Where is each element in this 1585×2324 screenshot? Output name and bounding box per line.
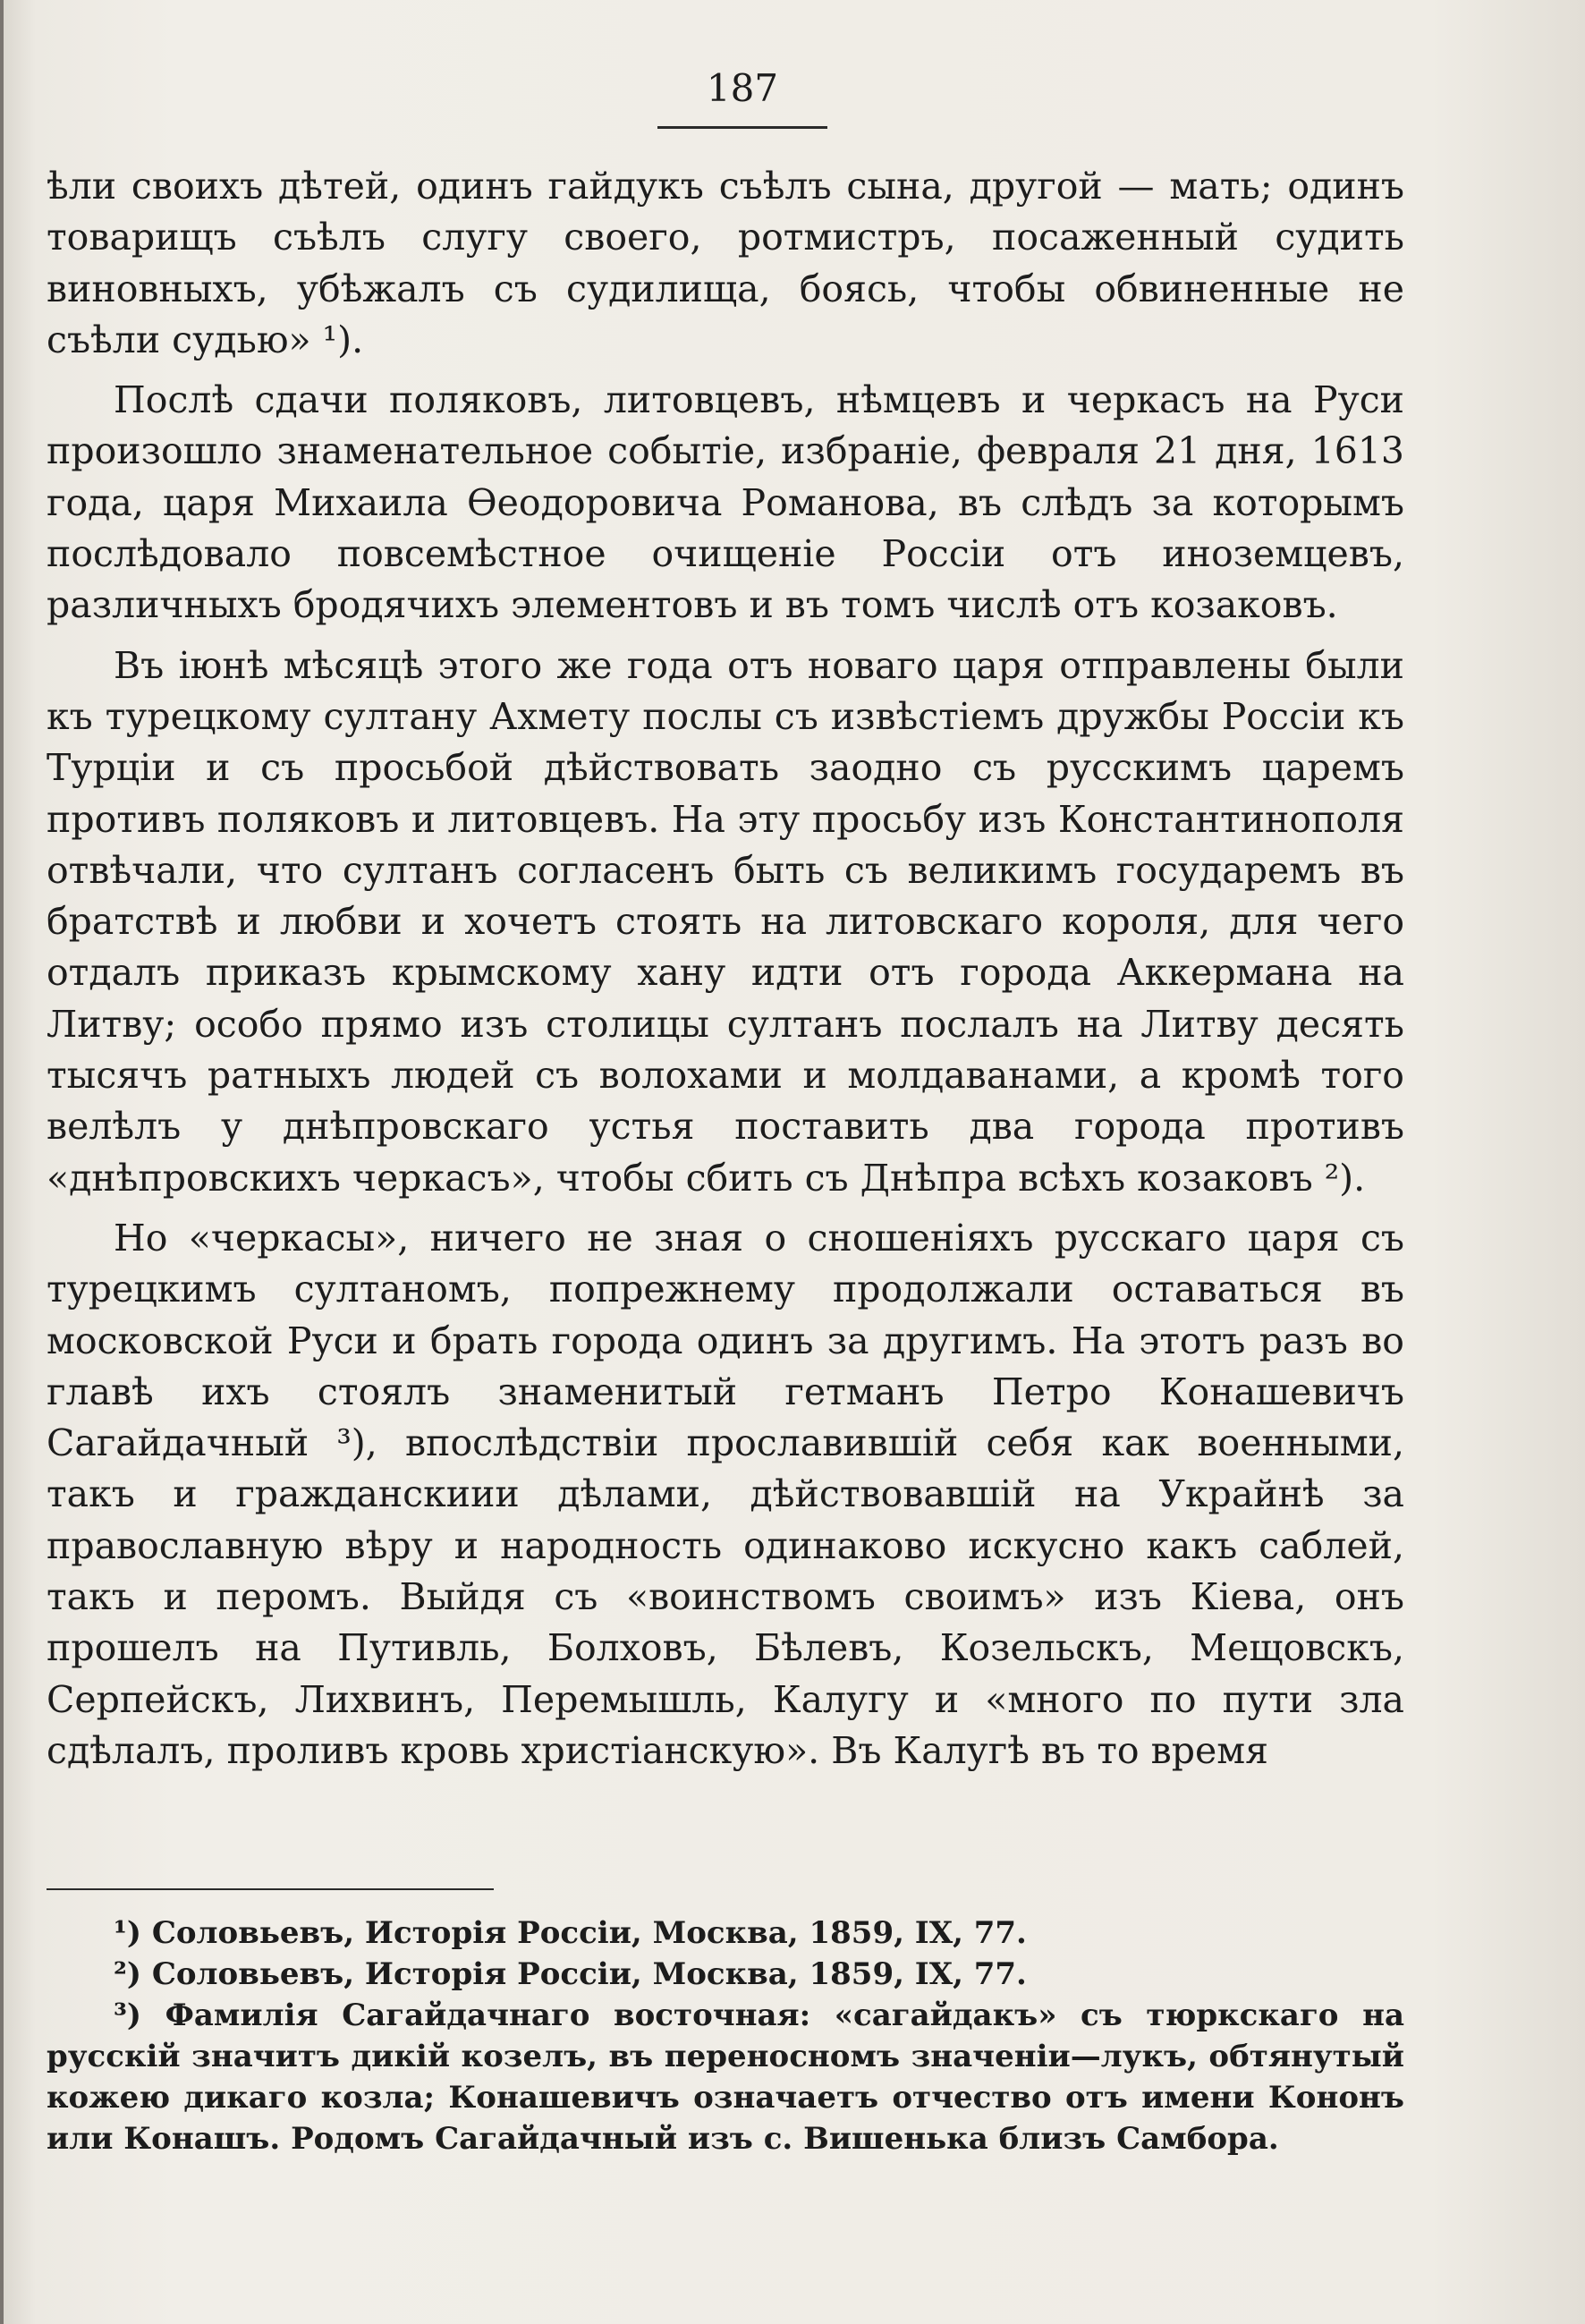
paragraph-1: ѣли своихъ дѣтей, одинъ гайдукъ съѣлъ сына, другой — мать; одинъ товарищъ съѣлъ слугу своего, ротмистръ, посаженный судить виновныхъ, убѣжалъ съ судилища, боясь, чтобы обвиненные не съѣли судью» ¹).: [47, 165, 1404, 361]
footnotes: [47, 1913, 1404, 2159]
page-number-rule: [657, 126, 827, 129]
paragraph-2: Послѣ сдачи поляковъ, литовцевъ, нѣмцевъ и черкасъ на Руси произошло знаменательное событіе, избраніе, февраля 21 дня, 1613 года, царя Михаила Ѳеодоровича Романова, въ слѣдъ за которымъ послѣдовало повсемѣстное очищеніе Россіи отъ иноземцевъ, различныхъ бродячихъ элементовъ и въ томъ числѣ отъ козаковъ.: [47, 378, 1404, 627]
main-text: [47, 161, 1404, 1777]
footnote-3: ³) Фамилія Сагайдачнаго восточная: «сагайдакъ» съ тюркскаго на русскій значитъ дикій козелъ, въ переносномъ значеніи—лукъ, обтянутый кожею дикаго козла; Конашевичъ означаетъ отчество отъ имени Кононъ или Конашъ. Родомъ Сагайдачный изъ с. Вишенька близъ Самбора.: [47, 1997, 1404, 2157]
footnote-1: ¹) Соловьевъ, Исторія Россіи, Москва, 1859, IX, 77.: [114, 1915, 1027, 1951]
footnote-2: ²) Соловьевъ, Исторія Россіи, Москва, 1859, IX, 77.: [114, 1956, 1027, 1992]
page-number: 187: [706, 66, 779, 110]
paragraph-3: Въ іюнѣ мѣсяцѣ этого же года отъ новаго царя отправлены были къ турецкому султану Ахмету послы съ извѣстіемъ дружбы Россіи къ Турціи и съ просьбой дѣйствовать заодно съ русскимъ царемъ противъ поляковъ и литовцевъ. На эту просьбу изъ Константинополя отвѣчали, что султанъ согласенъ быть съ великимъ государемъ въ братствѣ и любви и хочетъ стоять на литовскаго короля, для чего отдалъ приказъ крымскому хану идти отъ города Аккермана на Литву; особо прямо изъ столицы султанъ послалъ на Литву десять тысячъ ратныхъ людей съ волохами и молдаванами, а кромѣ того велѣлъ у днѣпровскаго устья поставить два города противъ «днѣпровскихъ черкасъ», чтобы сбить съ Днѣпра всѣхъ козаковъ ²).: [47, 643, 1404, 1200]
paragraph-4: Но «черкасы», ничего не зная о сношеніяхъ русскаго царя съ турецкимъ султаномъ, попрежнему продолжали оставаться въ московской Руси и брать города одинъ за другимъ. На этотъ разъ во главѣ ихъ стоялъ знаменитый гетманъ Петро Конашевичъ Сагайдачный ³), впослѣдствіи прославившій себя как военными, такъ и гражданскиии дѣлами, дѣйствовавшій на Украйнѣ за православную вѣру и народность одинаково искусно какъ саблей, такъ и перомъ. Выйдя съ «воинствомъ своимъ» изъ Кіева, онъ прошелъ на Путивль, Болховъ, Бѣлевъ, Козельскъ, Мещовскъ, Серпейскъ, Лихвинъ, Перемышль, Калугу и «много по пути зла сдѣлалъ, проливъ кровь христіанскую». Въ Калугѣ въ то время: [47, 1216, 1404, 1772]
footnote-separator: [47, 1888, 494, 1890]
page-edge-shadow: [0, 0, 4, 2324]
